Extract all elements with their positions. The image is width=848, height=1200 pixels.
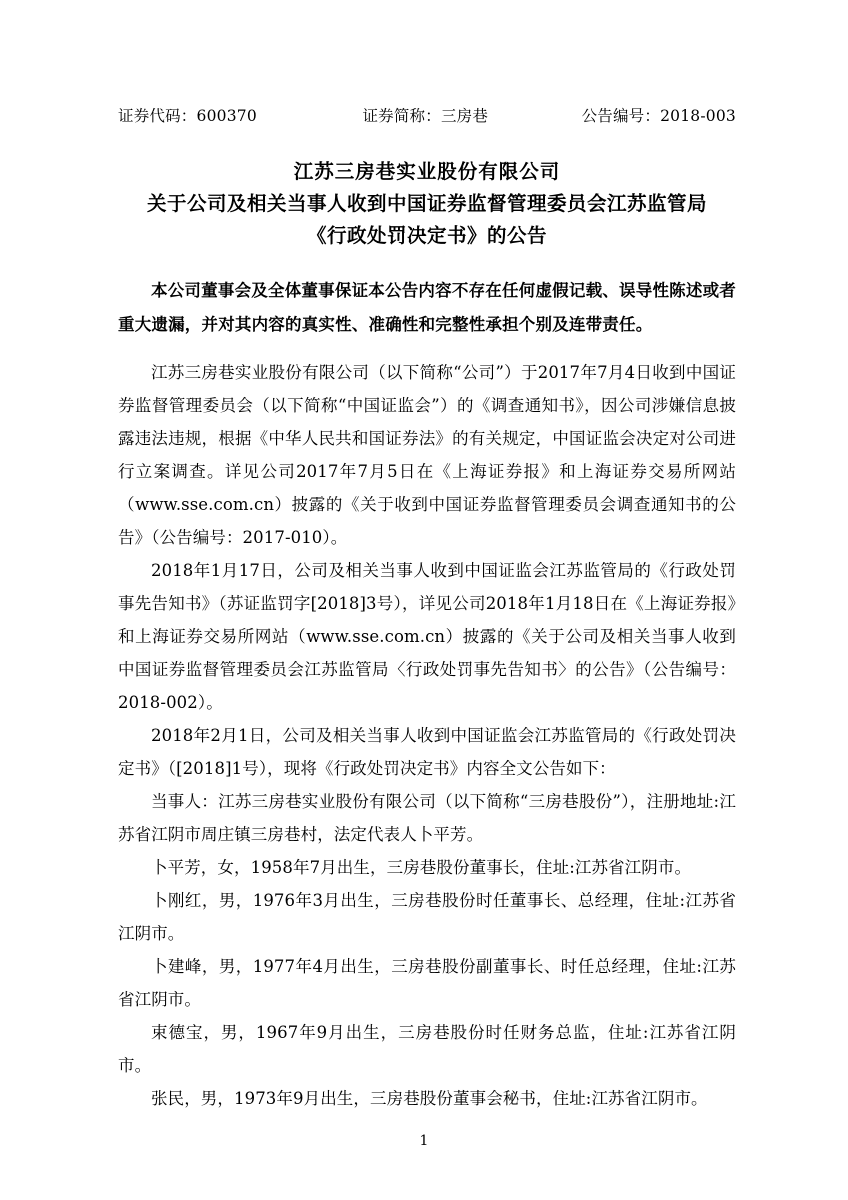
party-person-shu-debao: 束德宝，男，1967年9月出生，三房巷股份时任财务总监，住址:江苏省江阴市。 [118,1023,736,1075]
security-abbreviation [362,104,488,126]
party-person-bu-ganghong: 卜刚红，男，1976年3月出生，三房巷股份时任董事长、总经理，住址:江苏省江阴市。 [118,891,736,943]
security-code [118,104,257,126]
body-paragraph-1: 江苏三房巷实业股份有限公司（以下简称“公司”）于2017年7月4日收到中国证券监督管理委员会（以下简称“中国证监会”）的《调查通知书》，因公司涉嫌信息披露违法违规，根据《中华人民共和国证券法》的有关规定，中国证监会决定对公司进行立案调查。详见公司2017年7月5日在《上海证券报》和上海证券交易所网站（www.sse.com.cn）披露的《关于收到中国证券监督管理委员会调查通知书的公告》（公告编号：2017-010）。 [118,363,736,547]
title-line-company: 江苏三房巷实业股份有限公司 [293,160,561,183]
party-person-zhang-min: 张民，男，1973年9月出生，三房巷股份董事会秘书，住址:江苏省江阴市。 [151,1089,708,1108]
announcement-number [582,104,736,126]
body-paragraph-2: 2018年1月17日，公司及相关当事人收到中国证监会江苏监管局的《行政处罚事先告知书》（苏证监罚字[2018]3号），详见公司2018年1月18日在《上海证券报》和上海证券交易所网站（www.sse.com.cn）披露的《关于公司及相关当事人收到中国证券监督管理委员会江苏监管局〈行政处罚事先告知书〉的公告》（公告编号：2018-002）。 [118,561,736,712]
page-number: 1 [419,1133,429,1149]
security-abbreviation-value: 三房巷 [440,107,489,125]
document-header-row [118,104,736,126]
party-person-bu-pingfang: 卜平芳，女，1958年7月出生，三房巷股份董事长，住址:江苏省江阴市。 [151,858,692,877]
announcement-number-label: 公告编号： [581,107,661,125]
title-line-document: 《行政处罚决定书》的公告 [306,224,547,247]
title-line-subject: 关于公司及相关当事人收到中国证券监督管理委员会江苏监管局 [146,192,707,215]
party-company: 当事人：江苏三房巷实业股份有限公司（以下简称“三房巷股份”），注册地址:江苏省江阴市周庄镇三房巷村，法定代表人卜平芳。 [118,792,736,844]
security-code-label: 证券代码： [118,107,197,125]
page-title [118,156,736,252]
security-code-value: 600370 [196,107,257,125]
body-paragraph-3: 2018年2月1日，公司及相关当事人收到中国证监会江苏监管局的《行政处罚决定书》（[2018]1号），现将《行政处罚决定书》内容全文公告如下： [118,726,736,778]
document-content [118,104,736,1115]
security-abbreviation-label: 证券简称： [362,107,441,125]
party-person-bu-jianfeng: 卜建峰，男，1977年4月出生，三房巷股份副董事长、时任总经理，住址:江苏省江阴市。 [118,957,736,1009]
announcement-number-value: 2018-003 [660,107,736,125]
board-statement: 本公司董事会及全体董事保证本公告内容不存在任何虚假记载、误导性陈述或者重大遗漏，并对其内容的真实性、准确性和完整性承担个别及连带责任。 [118,281,736,334]
